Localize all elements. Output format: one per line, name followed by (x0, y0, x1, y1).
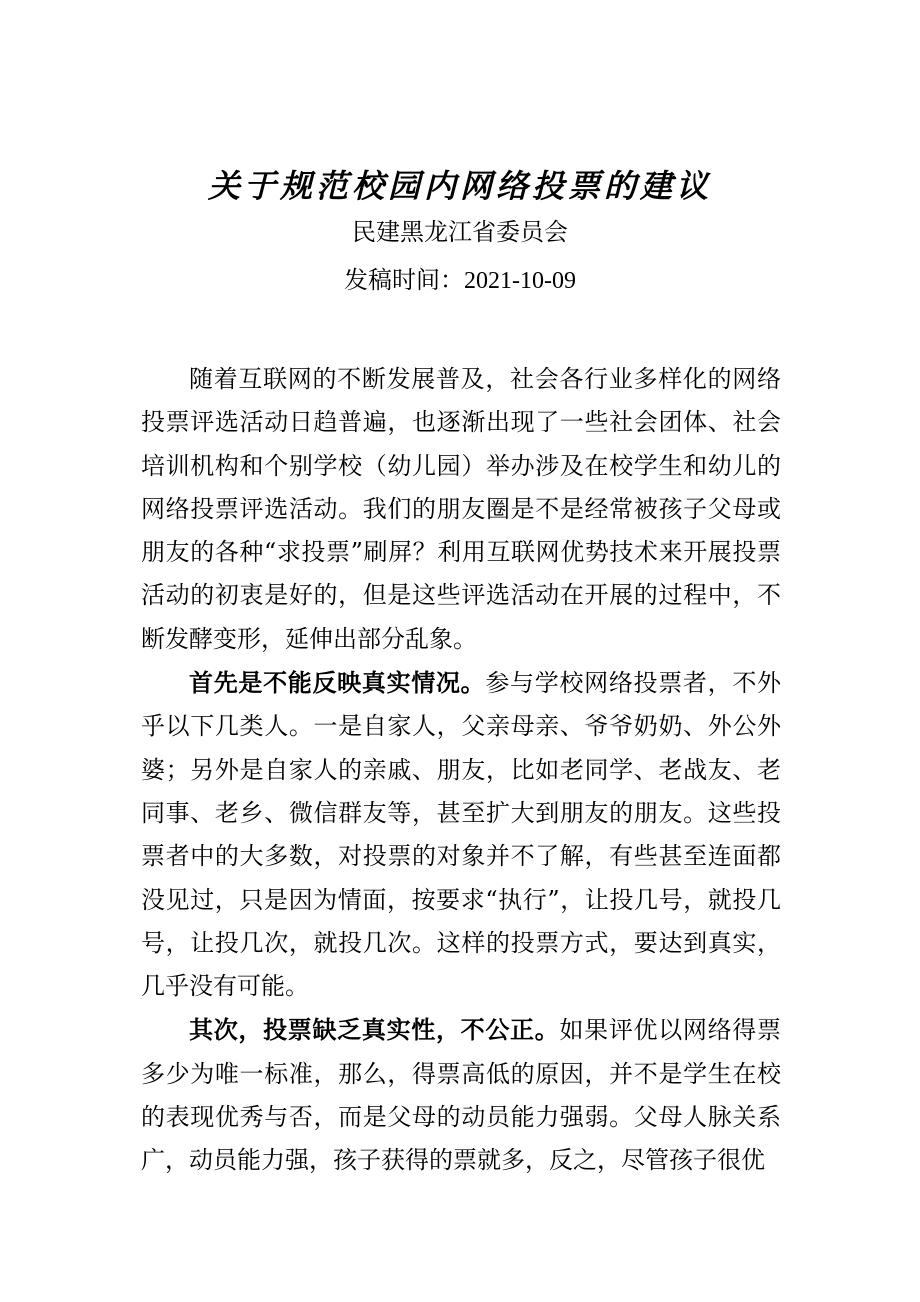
document-body (141, 358, 781, 1183)
publish-date-label: 发稿时间： (344, 266, 464, 294)
paragraph-intro (141, 358, 781, 661)
paragraph-lead: 其次，投票缺乏真实性，不公正。 (189, 1015, 560, 1045)
publish-date (0, 262, 920, 299)
paragraph-lead: 首先是不能反映真实情况。 (189, 668, 486, 698)
paragraph-text: 随着互联网的不断发展普及，社会各行业多样化的网络投票评选活动日趋普遍，也逐渐出现了一些社会团体、社会培训机构和个别学校（幼儿园）举办涉及在校学生和幼儿的网络投票评选活动。我们的朋友圈是不是经常被孩子父母或朋友的各种“求投票”刷屏？利用互联网优势技术来开展投票活动的初衷是好的，但是这些评选活动在开展的过程中，不断发酵变形，延伸出部分乱象。 (141, 365, 781, 653)
document-author: 民建黑龙江省委员会 (352, 218, 568, 246)
paragraph-text: 参与学校网络投票者，不外乎以下几类人。一是自家人，父亲母亲、爷爷奶奶、外公外婆；另外是自家人的亲戚、朋友，比如老同学、老战友、老同事、老乡、微信群友等，甚至扩大到朋友的朋友。这些投票者中的大多数，对投票的对象并不了解，有些甚至连面都没见过，只是因为情面，按要求“执行”，让投几号，就投几号，让投几次，就投几次。这样的投票方式，要达到真实，几乎没有可能。 (141, 669, 782, 1001)
publish-date-value: 2021-10-09 (464, 268, 576, 294)
document-title: 关于规范校园内网络投票的建议 (207, 167, 712, 205)
paragraph-text: 如果评优以网络得票多少为唯一标准，那么，得票高低的原因，并不是学生在校的表现优秀与否，而是父母的动员能力强弱。父母人脉关系广，动员能力强，孩子获得的票就多，反之，尽管孩子很优 (141, 1016, 782, 1175)
paragraph-first-point (141, 661, 781, 1008)
paragraph-second-point (141, 1008, 781, 1182)
